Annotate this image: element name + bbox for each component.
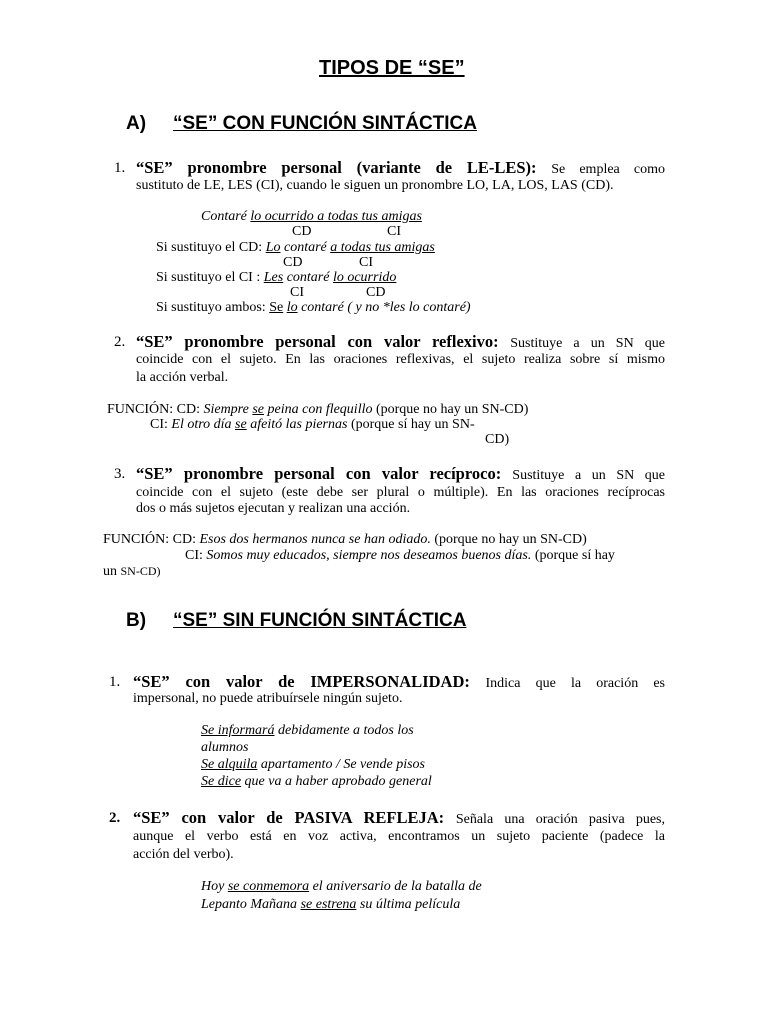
item2-lead: “SE” pronombre personal con valor reflexivo: [136,332,499,351]
underlined-text: Lo [265,240,281,255]
section-b-title: “SE” SIN FUNCIÓN SINTÁCTICA [173,610,467,631]
itemb2-lead-line [133,808,665,828]
text: CI: [150,417,172,432]
underlined-text: lo ocurrido a todas tus amigas [250,209,422,224]
item2-function-ci [150,417,475,433]
underlined-text: Se [269,300,284,315]
underlined-text: lo [286,300,298,315]
text: (porque no hay un SN-CD) [372,402,529,417]
text: Siempre [203,402,253,417]
item3-lead: “SE” pronombre personal con valor recíproco: [136,464,502,483]
text: Contaré [201,209,251,224]
example-text: Somos muy educados, siempre nos deseamos buenos días. [206,548,532,563]
underlined-text: Les [263,270,284,285]
section-a-title: “SE” CON FUNCIÓN SINTÁCTICA [173,113,477,134]
ci-label: CI [290,285,304,300]
text: contaré [280,240,331,255]
item3-function-ci-cont [103,564,161,580]
text: apartamento / Se vende pisos [257,757,425,772]
text: FUNCIÓN: CD: [103,532,200,547]
itemb1-number: 1. [109,674,121,690]
ci-label: CI [359,255,373,270]
text: El otro día [171,417,236,432]
itemb2-example-2 [201,897,460,913]
text: que va a haber aprobado general [241,774,432,789]
ci-label: CI [387,224,401,239]
item3-line2: coincide con el sujeto (este debe ser plural o múltiple). En las oraciones recíprocas [136,485,665,500]
cd-label: CD [283,255,303,270]
item1-lead: “SE” pronombre personal (variante de LE-LES): [136,158,537,177]
item3-function-ci [185,548,615,564]
text: peina con flequillo [264,402,373,417]
text: (porque sí hay un SN- [347,417,475,432]
page-title: TIPOS DE “SE” [319,57,465,79]
text: Lepanto Mañana [201,897,301,912]
item2-line3: la acción verbal. [136,370,229,385]
itemb1-lead-rest: Indica que la oración es [485,676,665,691]
itemb2-line3: acción del verbo). [133,847,234,862]
itemb1-example-1-cont: alumnos [201,740,249,755]
item1-lead-line [136,158,665,178]
item3-line3: dos o más sujetos ejecutan y realizan una acción. [136,501,411,516]
item1-lead-rest: Se emplea como [551,162,666,177]
text: debidamente a todos los [274,723,414,738]
text: Si sustituyo el CD: [156,240,266,255]
cd-label: CD [366,285,386,300]
text: CI: [185,548,207,563]
underlined-text: se estrena [300,897,357,912]
underlined-text: lo ocurrido [332,270,397,285]
underlined-text: se [235,417,247,432]
text: un [103,564,121,579]
itemb2-line2: aunque el verbo está en voz activa, encontramos un sujeto paciente (padece la [133,829,665,844]
itemb1-example-3 [201,774,432,790]
text: Si sustituyo ambos: [156,300,270,315]
underlined-text: a todas tus amigas [330,240,435,255]
section-a-letter: A) [126,113,147,134]
text: SN-CD) [120,564,161,578]
text: Si sustituyo el CI : [156,270,264,285]
underlined-text: Se alquila [201,757,258,772]
item2-function-cd [107,402,528,418]
itemb1-lead: “SE” con valor de IMPERSONALIDAD: [133,672,470,691]
item2-lead-rest: Sustituye a un SN que [510,336,666,351]
itemb1-lead-line [133,672,665,692]
underlined-text: Se dice [201,774,242,789]
text: contaré [283,270,333,285]
itemb2-example-1 [201,879,482,895]
item1-example-2 [156,240,435,256]
item1-number: 1. [114,160,126,176]
item2-function-ci-cont: CD) [485,432,510,447]
item2-lead-line [136,332,665,352]
item1-line2: sustituto de LE, LES (CI), cuando le siguen un pronombre LO, LA, LOS, LAS (CD). [136,178,614,193]
item3-function-cd [103,532,587,548]
item3-lead-line [136,464,665,484]
section-b-letter: B) [126,610,147,631]
underlined-text: se [252,402,264,417]
underlined-text: se conmemora [227,879,310,894]
itemb1-example-2 [201,757,425,773]
itemb2-lead: “SE” con valor de PASIVA REFLEJA: [133,808,445,827]
text: (porque no hay un SN-CD) [430,532,587,547]
item1-example-1 [201,209,422,225]
itemb2-number: 2. [109,810,121,826]
text: FUNCIÓN: CD: [107,402,204,417]
item2-line2: coincide con el sujeto. En las oraciones reflexivas, el sujeto realiza sobre sí mismo [136,352,665,367]
item1-example-4 [156,300,471,316]
text: (porque sí hay [531,548,615,563]
example-text: Esos dos hermanos nunca se han odiado. [199,532,431,547]
text: su última película [356,897,461,912]
item3-number: 3. [114,466,126,482]
text: el aniversario de la batalla de [309,879,482,894]
underlined-text: Se informará [201,723,275,738]
item2-number: 2. [114,334,126,350]
itemb1-line2: impersonal, no puede atribuírsele ningún sujeto. [133,691,403,706]
text: afeitó las piernas [246,417,348,432]
itemb1-example-1 [201,723,414,739]
item1-example-3 [156,270,396,286]
cd-label: CD [292,224,312,239]
text: Hoy [201,879,228,894]
item3-lead-rest: Sustituye a un SN que [512,468,665,483]
text: contaré ( y no *les lo contaré) [297,300,471,315]
itemb2-lead-rest: Señala una oración pasiva pues, [455,812,666,827]
